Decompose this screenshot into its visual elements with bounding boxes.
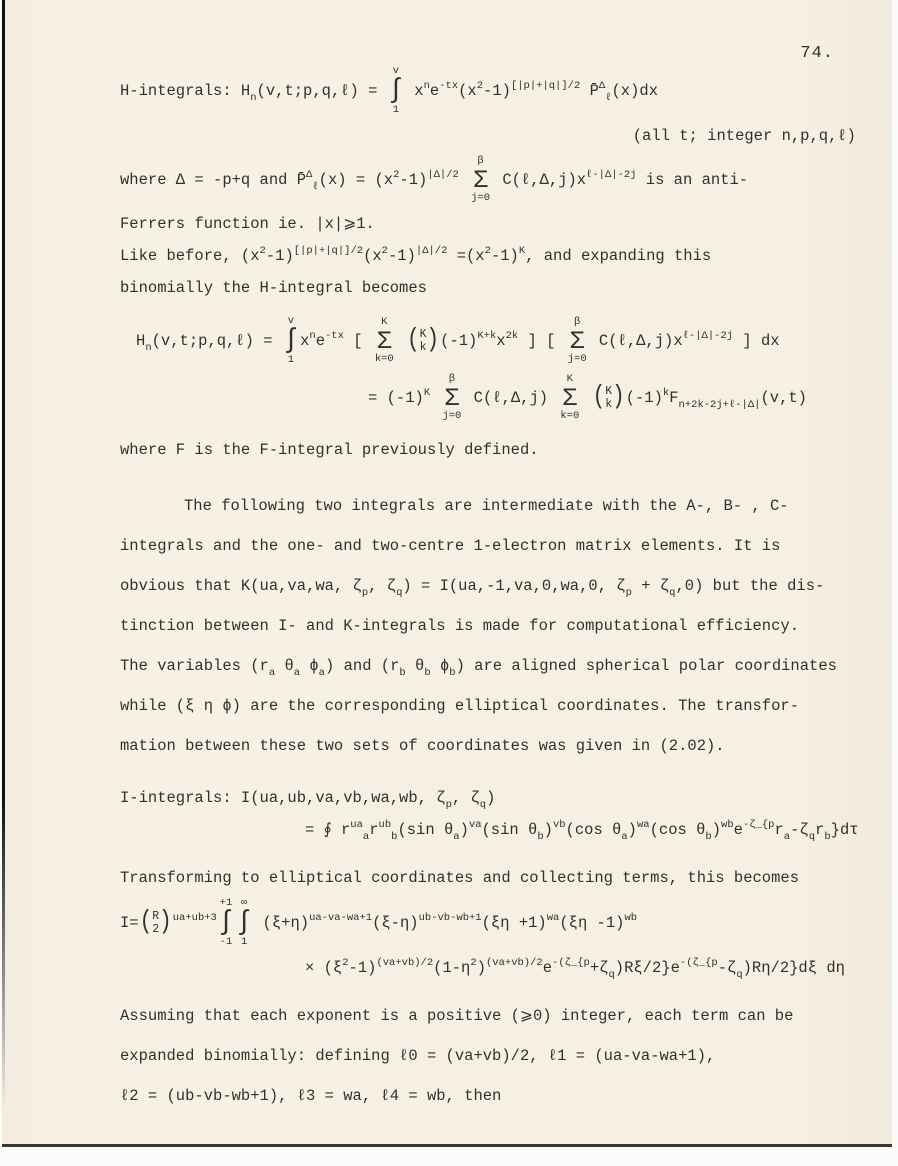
i-integral-definition-line1: I-integrals: I(ua,ub,va,vb,wa,wb, $\zeta_p$, $\zeta_q$) (120, 789, 496, 812)
document-page (2, 0, 892, 1147)
f-integral-reference-line: where F is the F-integral previously defined. (120, 441, 539, 460)
like-before-line: Like before, $(x^2-1)^{[|p|+|q|]/2}(x^2-1)^{|\Delta|/2} =(x^2-1)^K$, and expanding this (120, 245, 712, 266)
assuming-line3: ℓ2 = (ub-vb-wb+1), ℓ3 = wa, ℓ4 = wb, then (120, 1087, 502, 1106)
paragraph-intermediate-line3: obvious that K(ua,va,wa, $\zeta_p$, $\zeta_q) = I(ua,-1,va,0,wa,0$, $\zeta_p + \zeta_q,0$) but the dis- (120, 577, 825, 600)
paragraph-variables-line1: The variables ($r_a$ $\theta_a$ $\phi_a$) and ($r_b$ $\theta_b$ $\phi_b$) are aligned spherical polar coordinates (120, 657, 837, 680)
paragraph-intermediate-line1: The following two integrals are intermediate with the A-, B- , C- (184, 497, 789, 516)
paragraph-variables-line2: while (ξ η ϕ) are the corresponding elliptical coordinates. The transfor- (120, 697, 800, 716)
delta-and-ferrers-definition: where Δ = -p+q and P̄$^\Delta_\ell$(x) = $(x^2-1)^{|\Delta|/2}$ β Σ j=0 $C(\ell,\Delta,j)x^{\ell-|\Delta|-2j}$ is an anti- (120, 155, 749, 204)
h-integral-expansion-line2: = $(-1)^K$ β Σ j=0 C(ℓ,Δ,j) K Σ k=0 ( K k ) $(-1)^kF_{n+2k-2j+\ell-|\Delta|}(v,t)$ (368, 373, 807, 422)
transforming-line: Transforming to elliptical coordinates and collecting terms, this becomes (120, 869, 800, 888)
h-integral-definition: H-integrals: $H_n(v,t;p,q,\ell)$ = v ∫ 1 $x^ne^{-tx}(x^2-1)^{[|p|+|q|]/2}$ P̄$^\Delta_\ell$(x)dx (120, 65, 659, 116)
paragraph-intermediate-line2: integrals and the one- and two-centre 1-electron matrix elements. It is (120, 537, 781, 556)
h-integral-expansion-line1: $H_n(v,t;p,q,\ell)$ = v ∫ 1 $x^ne^{-tx}$ [ K Σ k=0 ( K k ) $(-1)^{K+k}x^{2k}$ ] [ β Σ j=0 $C(\ell,\Delta,j)x^{\ell-|\Delta|-2j}$ ] dx (136, 315, 780, 366)
ferrers-function-line: Ferrers function ie. |x|⩾1. (120, 215, 375, 234)
paragraph-intermediate-line4: tinction between I- and K-integrals is made for computational efficiency. (120, 617, 800, 636)
paragraph-variables-line3: mation between these two sets of coordinates was given in (2.02). (120, 737, 725, 756)
assuming-line2: expanded binomially: defining ℓ0 = (va+vb)/2, ℓ1 = (ua-va-wa+1), (120, 1047, 716, 1066)
assuming-line1: Assuming that each exponent is a positive (⩾0) integer, each term can be (120, 1007, 794, 1026)
binomially-line: binomially the H-integral becomes (120, 279, 427, 298)
h-integral-condition-note: (all t; integer n,p,q,ℓ) (632, 127, 856, 146)
i-integral-definition-line2: = ∮ $r^{ua}_ar^{ub}_b(\sin$ $\theta_a)^{va}(\sin$ $\theta_b)^{vb}(\cos$ $\theta_a)^{wa}(\cos$ $\theta_b)^{wb}e^{-\zeta\_\{p}r_a-\zeta_qr_b\}d\tau$ (305, 819, 859, 844)
page-number: 74. (800, 44, 834, 63)
elliptical-integral-line1: I= ( R 2 ) $^{ua+ub+3}$ +1 ∫ -1 ∞ ∫ 1 $(\xi+\eta)^{ua-va-wa+1}(\xi-\eta)^{ub-vb-wb+1}(\xi\eta +1)^{wa}(\xi\eta$ -1)$^{wb}$ (120, 897, 638, 948)
elliptical-integral-line2: × $(\xi^2-1)^{(va+vb)/2}(1-\eta^2)^{(va+vb)/2}e^{-(\zeta\_\{p}+\zeta_q)R\xi/2\}e^{-(\zeta\_\{p}-\zeta_q)R\eta/2\}d\xi$ dη (305, 957, 845, 982)
page-content (2, 62, 892, 1112)
